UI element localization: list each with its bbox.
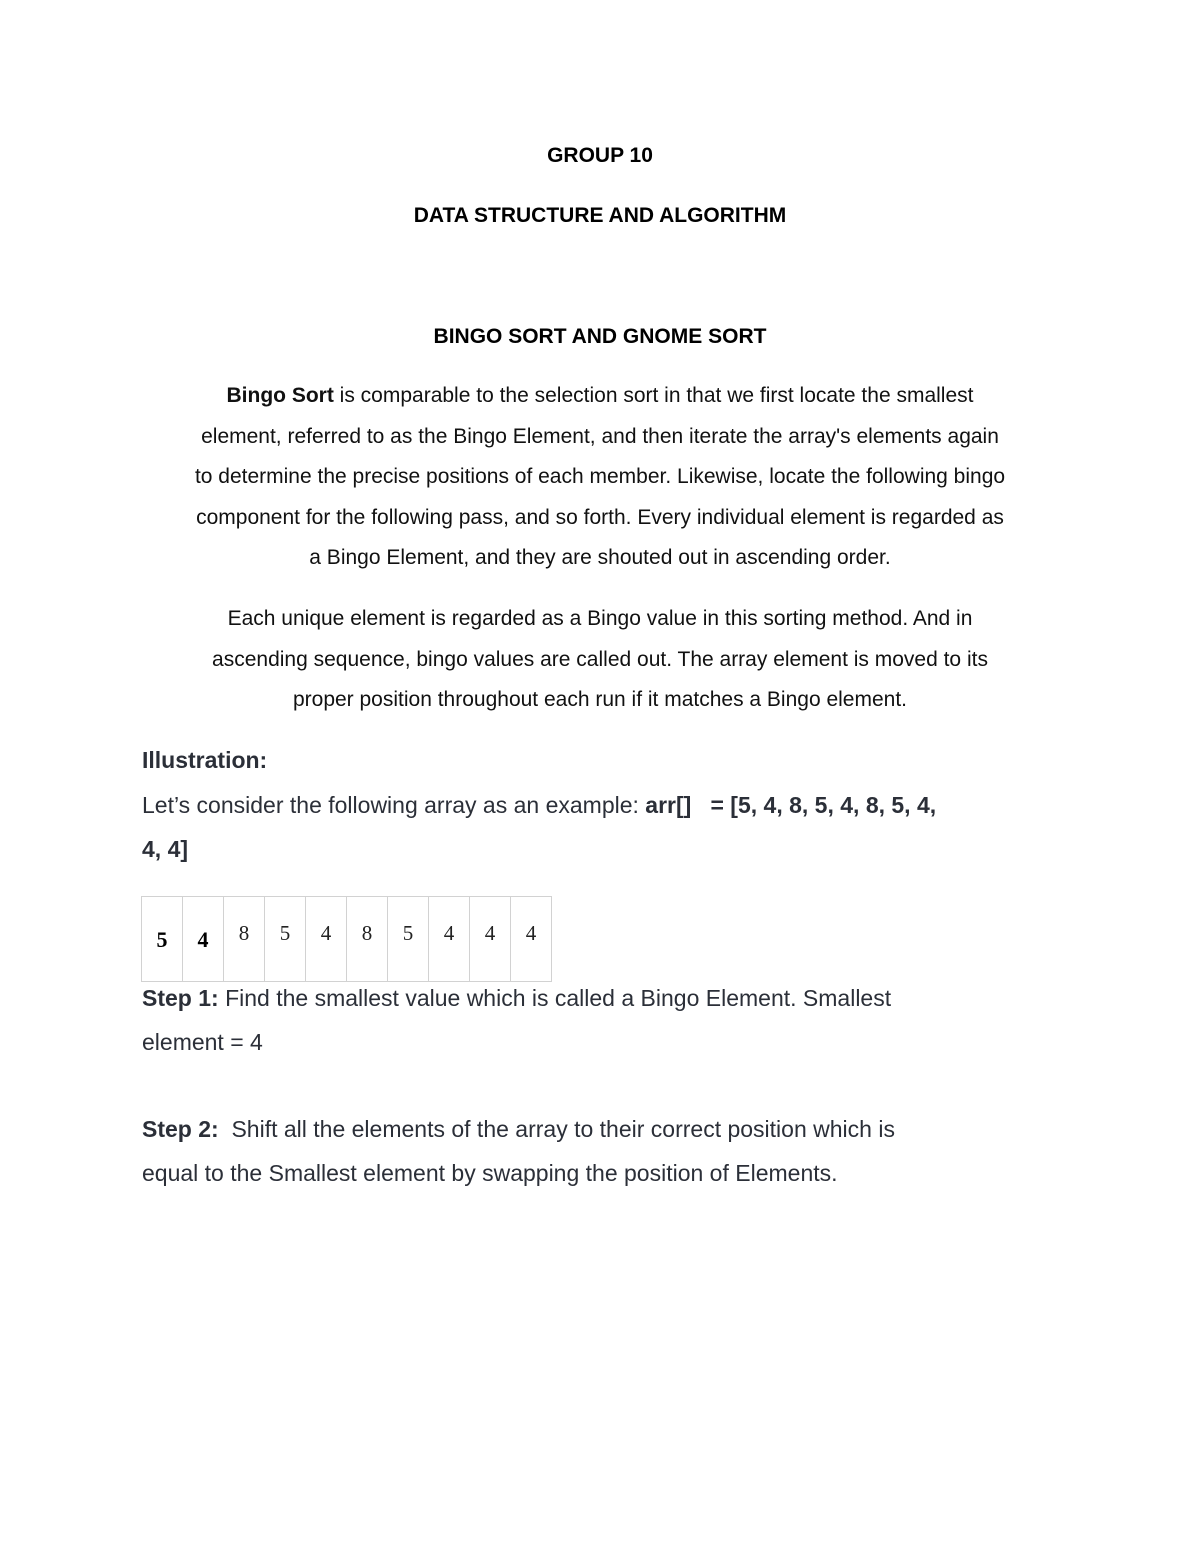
group-title: GROUP 10	[547, 144, 653, 167]
array-cell: 4	[511, 897, 552, 982]
example-line: Let’s consider the following array as an example: arr[] = [5, 4, 8, 5, 4, 8, 5, 4,	[142, 792, 937, 818]
bingo-value-paragraph	[130, 599, 1070, 721]
array-cell: 8	[224, 897, 265, 982]
course-title: DATA STRUCTURE AND ALGORITHM	[413, 204, 787, 227]
paragraph-line: proper position throughout each run if it matches a Bingo element.	[292, 688, 908, 712]
step-1-text	[142, 977, 1062, 1064]
paragraph-line: Each unique element is regarded as a Bingo value in this sorting method. And in	[227, 607, 973, 630]
step-1-label: Step 1:	[142, 985, 219, 1011]
bingo-sort-paragraph	[130, 376, 1070, 579]
step-line: element = 4	[142, 1028, 263, 1055]
array-cell: 4	[306, 897, 347, 982]
paragraph-line: a Bingo Element, and they are shouted out in ascending order.	[309, 546, 891, 570]
array-cell: 4	[429, 897, 470, 982]
paragraph-line: to determine the precise positions of each member. Likewise, locate the following bingo	[194, 465, 1006, 489]
array-cell: 5	[388, 897, 429, 982]
paragraph-line: element, referred to as the Bingo Element, and then iterate the array's elements again	[201, 424, 999, 448]
array-cell: 4	[183, 897, 224, 982]
array-table	[141, 896, 552, 982]
array-cell: 5	[142, 897, 183, 982]
step-2-label: Step 2:	[142, 1116, 219, 1142]
array-row	[142, 897, 552, 982]
array-cell: 4	[470, 897, 511, 982]
illustration-heading: Illustration:	[142, 747, 268, 773]
step-line: Step 2: Shift all the elements of the array to their correct position which is	[142, 1116, 895, 1142]
array-cell: 8	[347, 897, 388, 982]
step-line: equal to the Smallest element by swapping the position of Elements.	[142, 1159, 838, 1186]
bingo-sort-term: Bingo Sort	[226, 384, 334, 407]
paragraph-line: ascending sequence, bingo values are called out. The array element is moved to its	[212, 647, 988, 671]
paragraph-line: component for the following pass, and so forth. Every individual element is regarded as	[196, 505, 1004, 529]
array-example-text	[142, 784, 1062, 871]
topic-title: BINGO SORT AND GNOME SORT	[433, 325, 767, 348]
step-2-text	[142, 1108, 1062, 1195]
example-line: 4, 4]	[142, 835, 189, 862]
step-line: Step 1: Find the smallest value which is called a Bingo Element. Smallest	[142, 985, 892, 1011]
paragraph-line: Bingo Sort is comparable to the selection sort in that we first locate the smallest	[226, 384, 974, 407]
array-cell: 5	[265, 897, 306, 982]
